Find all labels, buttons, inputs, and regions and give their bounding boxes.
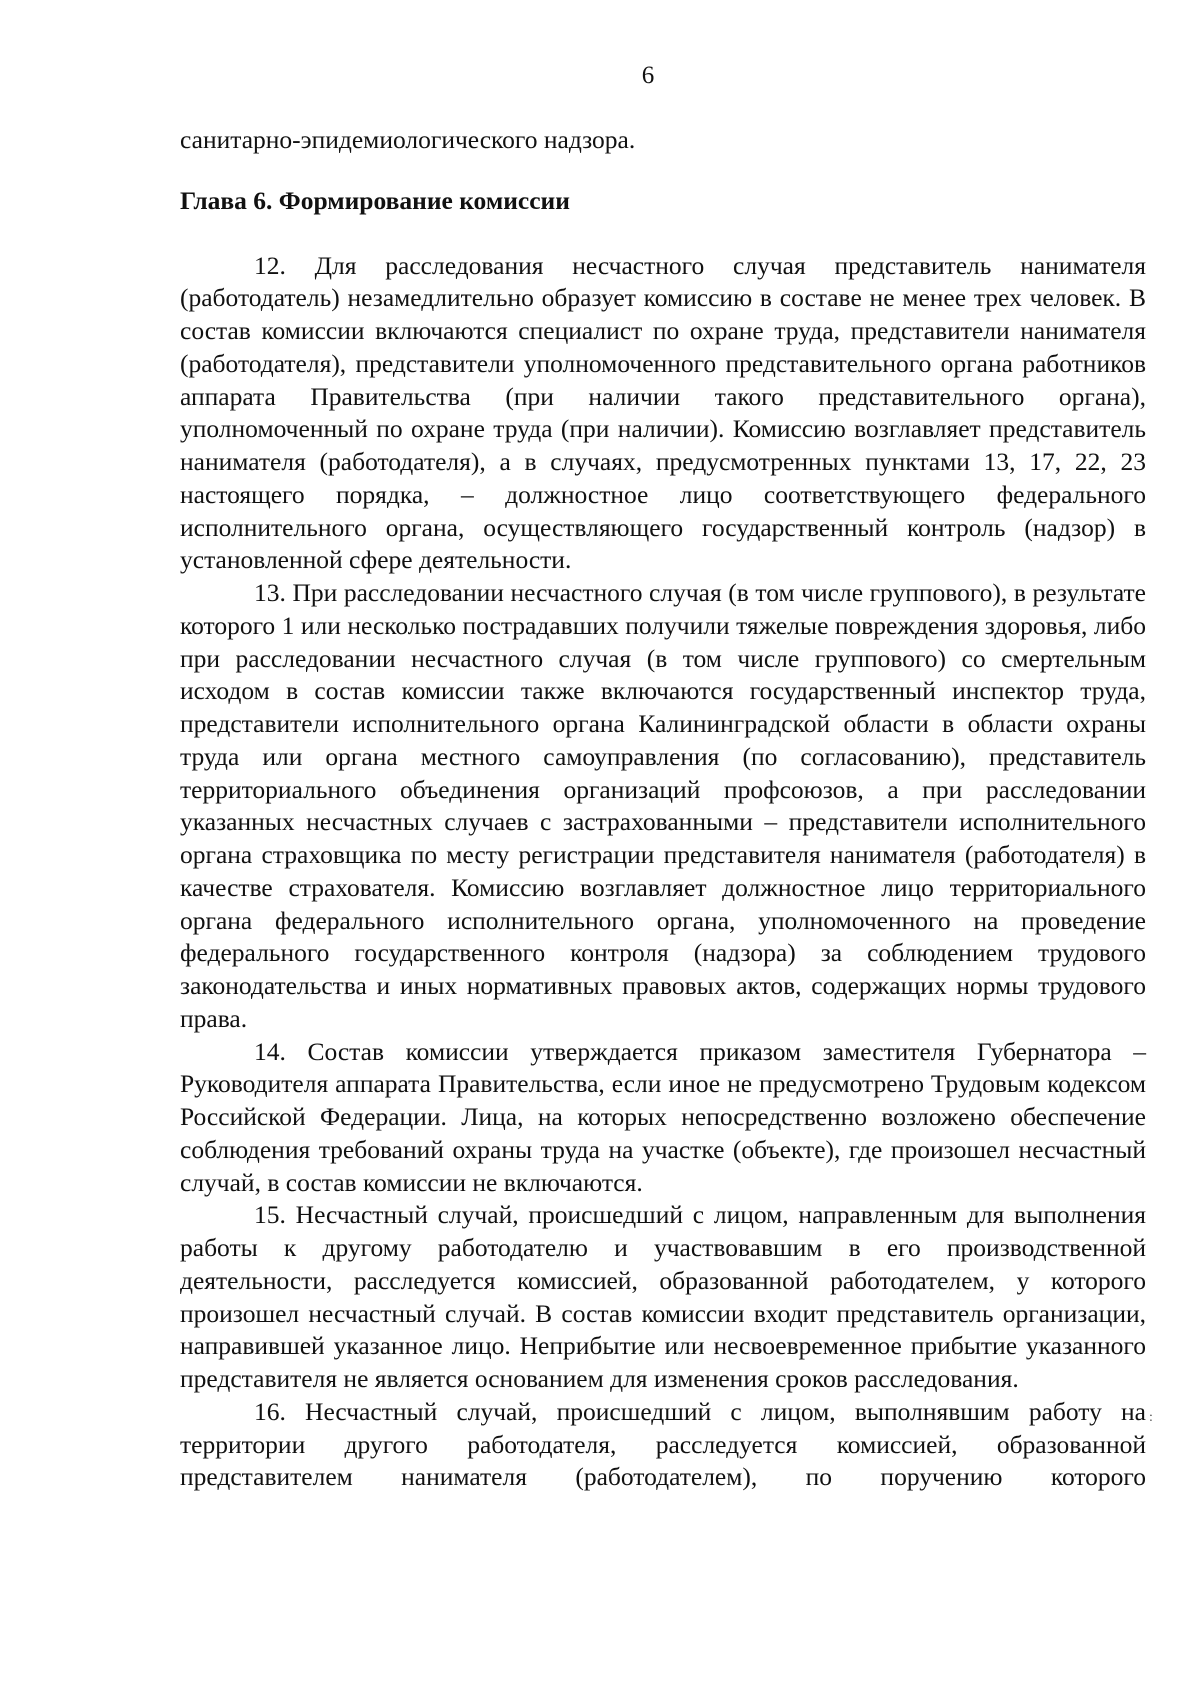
continuation-line: санитарно-эпидемиологического надзора. bbox=[180, 125, 636, 154]
page-content bbox=[180, 124, 1146, 1494]
chapter-title: Глава 6. Формирование комиссии bbox=[180, 185, 570, 215]
paragraph-13: 13. При расследовании несчастного случая (в том числе группового), в результате которого 1 или несколько пострадавших получили тяжелые повреждения здоровья, либо при расследовании несчастного случая (в том числе группового) со смертельным исходом в состав комиссии также включаются государственный инспектор труда, представители исполнительного органа Калининградской области в области охраны труда или органа местного самоуправления (по согласованию), представитель территориального объединения организаций профсоюзов, а при расследовании указанных несчастных случаев с застрахованными – представители исполнительного органа страховщика по месту регистрации представителя нанимателя (работодателя) в качестве страхователя. Комиссию возглавляет должностное лицо территориального органа федерального исполнительного органа, уполномоченного на проведение федерального государственного контроля (надзора) за соблюдением трудового законодательства и иных нормативных правовых актов, содержащих нормы трудового права. bbox=[180, 578, 1146, 1033]
margin-mark: : bbox=[1149, 1410, 1153, 1425]
paragraph-16: 16. Несчастный случай, происшедший с лицом, выполнявшим работу на территории другого работодателя, расследуется комиссией, образованной представителем нанимателя (работодателем), по поручению которого bbox=[180, 1396, 1146, 1492]
paragraph-12: 12. Для расследования несчастного случая представитель нанимателя (работодатель) незамедлительно образует комиссию в составе не менее трех человек. В состав комиссии включаются специалист по охране труда, представители нанимателя (работодателя), представители уполномоченного представительного органа работников аппарата Правительства (при наличии такого представительного органа), уполномоченный по охране труда (при наличии). Комиссию возглавляет представитель нанимателя (работодателя), а в случаях, предусмотренных пунктами 13, 17, 22, 23 настоящего порядка, – должностное лицо соответствующего федерального исполнительного органа, осуществляющего государственный контроль (надзор) в установленной сфере деятельности. bbox=[180, 250, 1146, 575]
page-number: 6 bbox=[641, 62, 655, 89]
paragraph-14: 14. Состав комиссии утверждается приказом заместителя Губернатора – Руководителя аппарата Правительства, если иное не предусмотрено Трудовым кодексом Российской Федерации. Лица, на которых непосредственно возложено обеспечение соблюдения требований охраны труда на участке (объекте), где произошел несчастный случай, в состав комиссии не включаются. bbox=[180, 1036, 1146, 1197]
paragraph-15: 15. Несчастный случай, происшедший с лицом, направленным для выполнения работы к другому работодателю и участвовавшим в его производственной деятельности, расследуется комиссией, образованной работодателем, у которого произошел несчастный случай. В состав комиссии входит представитель организации, направившей указанное лицо. Неприбытие или несвоевременное прибытие указанного представителя не является основанием для изменения сроков расследования. bbox=[180, 1200, 1146, 1393]
